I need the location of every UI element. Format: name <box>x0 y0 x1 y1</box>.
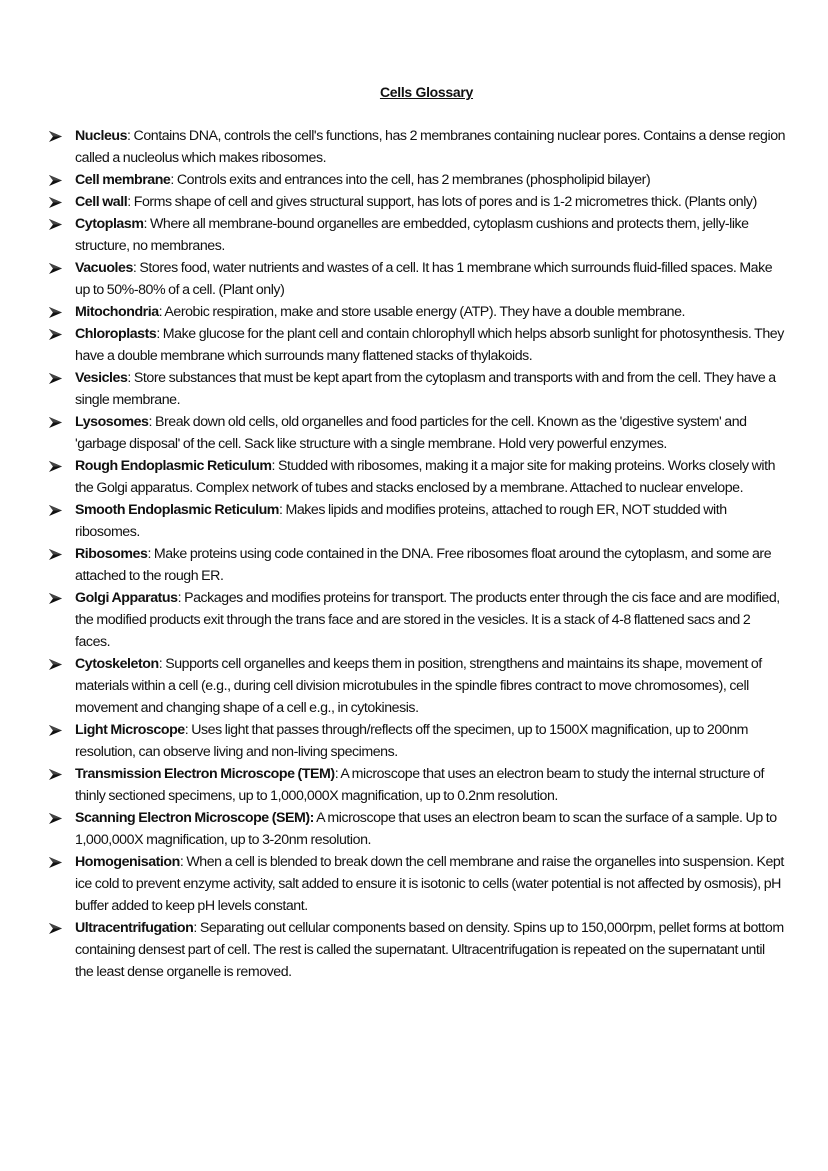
entry-definition: A microscope that uses an electron beam to scan the surface of a sample. Up to 1,000,000X magnification, up to 3-20nm resolution. <box>75 810 777 848</box>
entry-term: Cytoplasm <box>75 216 144 232</box>
entry-definition: Break down old cells, old organelles and food particles for the cell. Known as the 'digestive system' and 'garbage disposal' of the cell. Sack like structure with a single membrane. Hold very powerful enzymes. <box>75 414 747 452</box>
glossary-entry-chloroplasts <box>48 323 786 367</box>
glossary-entry-rough-er <box>48 455 786 499</box>
glossary-entry-golgi-apparatus <box>48 587 786 653</box>
glossary-entry-homogenisation <box>48 851 786 917</box>
entry-definition: Make proteins using code contained in the DNA. Free ribosomes float around the cytoplasm, and some are attached to the rough ER. <box>75 546 772 584</box>
entry-term: Cytoskeleton <box>75 656 159 672</box>
entry-separator: : <box>158 304 163 320</box>
entry-definition: Separating out cellular components based on density. Spins up to 150,000rpm, pellet forms at bottom containing densest part of cell. The rest is called the supernatant. Ultracentrifugation is repeated on the supernatant until the least dense organelle is removed. <box>75 920 784 980</box>
entry-separator: : <box>278 502 283 518</box>
entry-term: Ultracentrifugation <box>75 920 194 936</box>
entry-definition: Studded with ribosomes, making it a major site for making proteins. Works closely with the Golgi apparatus. Complex network of tubes and stacks enclosed by a membrane. Attached to nuclear envelope. <box>75 458 776 496</box>
glossary-entry-vesicles <box>48 367 786 411</box>
entry-definition: Make glucose for the plant cell and contain chlorophyll which helps absorb sunlight for photosynthesis. They have a double membrane which surrounds many flattened stacks of thylakoids. <box>75 326 784 364</box>
entry-term: Nucleus <box>75 128 128 144</box>
entry-term: Lysosomes <box>75 414 149 430</box>
entry-term: Homogenisation <box>75 854 180 870</box>
arrowhead-bullet-icon <box>48 499 64 521</box>
glossary-entry-lysosomes <box>48 411 786 455</box>
entry-definition: Packages and modifies proteins for transport. The products enter through the cis face and are modified, the modified products exit through the trans face and are stored in the vesicles. It is a stack of 4-8 flattened sacs and 2 faces. <box>75 590 780 650</box>
page-title: Cells Glossary <box>379 84 474 100</box>
entry-separator: : <box>127 194 131 210</box>
arrowhead-bullet-icon <box>48 763 64 785</box>
entry-term: Cell membrane <box>75 172 171 188</box>
entry-separator: : <box>158 656 163 672</box>
glossary-entry-vacuoles <box>48 257 786 301</box>
glossary-entry-sem <box>48 807 786 851</box>
entry-separator: : <box>177 590 182 606</box>
entry-term: Golgi Apparatus <box>75 590 178 606</box>
entry-definition: Contains DNA, controls the cell's functions, has 2 membranes containing nuclear pores. Contains a dense region called a nucleolus which makes ribosomes. <box>75 128 786 166</box>
entry-term: Smooth Endoplasmic Reticulum <box>75 502 279 518</box>
entry-separator: : <box>147 546 151 562</box>
arrowhead-bullet-icon <box>48 543 64 565</box>
entry-term: Rough Endoplasmic Reticulum <box>75 458 272 474</box>
arrowhead-bullet-icon <box>48 587 64 609</box>
entry-term: Ribosomes <box>75 546 148 562</box>
glossary-entry-tem <box>48 763 786 807</box>
entry-separator: : <box>193 920 197 936</box>
arrowhead-bullet-icon <box>48 851 64 873</box>
arrowhead-bullet-icon <box>48 191 64 213</box>
entry-separator: : <box>127 128 131 144</box>
glossary-entry-nucleus <box>48 125 786 169</box>
entry-term: Light Microscope <box>75 722 185 738</box>
arrowhead-bullet-icon <box>48 917 64 939</box>
entry-definition: Stores food, water nutrients and wastes of a cell. It has 1 membrane which surrounds fluid-filled spaces. Make up to 50%-80% of a cell. (Plant only) <box>75 260 773 298</box>
arrowhead-bullet-icon <box>48 257 64 279</box>
arrowhead-bullet-icon <box>48 169 64 191</box>
entry-definition: Forms shape of cell and gives structural support, has lots of pores and is 1-2 micrometres thick. (Plants only) <box>130 194 757 210</box>
entry-separator: : <box>334 766 339 782</box>
entry-separator: : <box>271 458 276 474</box>
entry-separator: : <box>184 722 189 738</box>
entry-separator: : <box>148 414 152 430</box>
entry-term: Mitochondria <box>75 304 159 320</box>
glossary-entry-light-microscope <box>48 719 786 763</box>
glossary-entry-cell-wall <box>48 191 786 213</box>
entry-definition: Controls exits and entrances into the cell, has 2 membranes (phospholipid bilayer) <box>173 172 651 188</box>
arrowhead-bullet-icon <box>48 719 64 741</box>
entry-definition: Uses light that passes through/reflects off the specimen, up to 1500X magnification, up to 200nm resolution, can observe living and non-living specimens. <box>75 722 749 760</box>
arrowhead-bullet-icon <box>48 213 64 235</box>
entry-definition: Aerobic respiration, make and store usable energy (ATP). They have a double membrane. <box>162 304 686 320</box>
glossary-entry-ultracentrifugation <box>48 917 786 983</box>
arrowhead-bullet-icon <box>48 455 64 477</box>
glossary-entry-smooth-er <box>48 499 786 543</box>
arrowhead-bullet-icon <box>48 411 64 433</box>
entry-term: Transmission Electron Microscope (TEM) <box>75 766 335 782</box>
entry-separator: : <box>179 854 184 870</box>
entry-separator: : <box>132 260 137 276</box>
entry-separator: : <box>143 216 147 232</box>
entry-term: Vacuoles <box>75 260 133 276</box>
entry-definition: Supports cell organelles and keeps them in position, strengthens and maintains its shape, movement of materials within a cell (e.g., during cell division microtubules in the spindle fibres contract to move chromosomes), cell movement and changing shape of a cell e.g., in cytokinesis. <box>75 656 762 716</box>
glossary-entry-cell-membrane <box>48 169 786 191</box>
entry-separator: : <box>127 370 131 386</box>
arrowhead-bullet-icon <box>48 125 64 147</box>
arrowhead-bullet-icon <box>48 367 64 389</box>
glossary-entry-mitochondria <box>48 301 786 323</box>
entry-separator: : <box>170 172 174 188</box>
arrowhead-bullet-icon <box>48 653 64 675</box>
entry-term: Scanning Electron Microscope (SEM): <box>75 810 314 826</box>
glossary-entry-ribosomes <box>48 543 786 587</box>
entry-definition: Where all membrane-bound organelles are embedded, cytoplasm cushions and protects them, jelly-like structure, no membranes. <box>75 216 749 254</box>
glossary-entry-cytoplasm <box>48 213 786 257</box>
entry-definition: Makes lipids and modifies proteins, attached to rough ER, NOT studded with ribosomes. <box>75 502 727 540</box>
entry-term: Cell wall <box>75 194 128 210</box>
entry-separator: : <box>156 326 160 342</box>
entry-definition: A microscope that uses an electron beam to study the internal structure of thinly sectioned specimens, up to 1,000,000X magnification, up to 0.2nm resolution. <box>75 766 765 804</box>
glossary-list <box>48 125 786 983</box>
entry-term: Chloroplasts <box>75 326 157 342</box>
arrowhead-bullet-icon <box>48 807 64 829</box>
arrowhead-bullet-icon <box>48 301 64 323</box>
glossary-entry-cytoskeleton <box>48 653 786 719</box>
arrowhead-bullet-icon <box>48 323 64 345</box>
entry-definition: When a cell is blended to break down the cell membrane and raise the organelles into suspension. Kept ice cold to prevent enzyme activity, salt added to ensure it is isotonic to cells (water potential is not affected by osmosis), pH buffer added to keep pH levels constant. <box>75 854 784 914</box>
entry-definition: Store substances that must be kept apart from the cytoplasm and transports with and from the cell. They have a single membrane. <box>75 370 776 408</box>
entry-term: Vesicles <box>75 370 128 386</box>
